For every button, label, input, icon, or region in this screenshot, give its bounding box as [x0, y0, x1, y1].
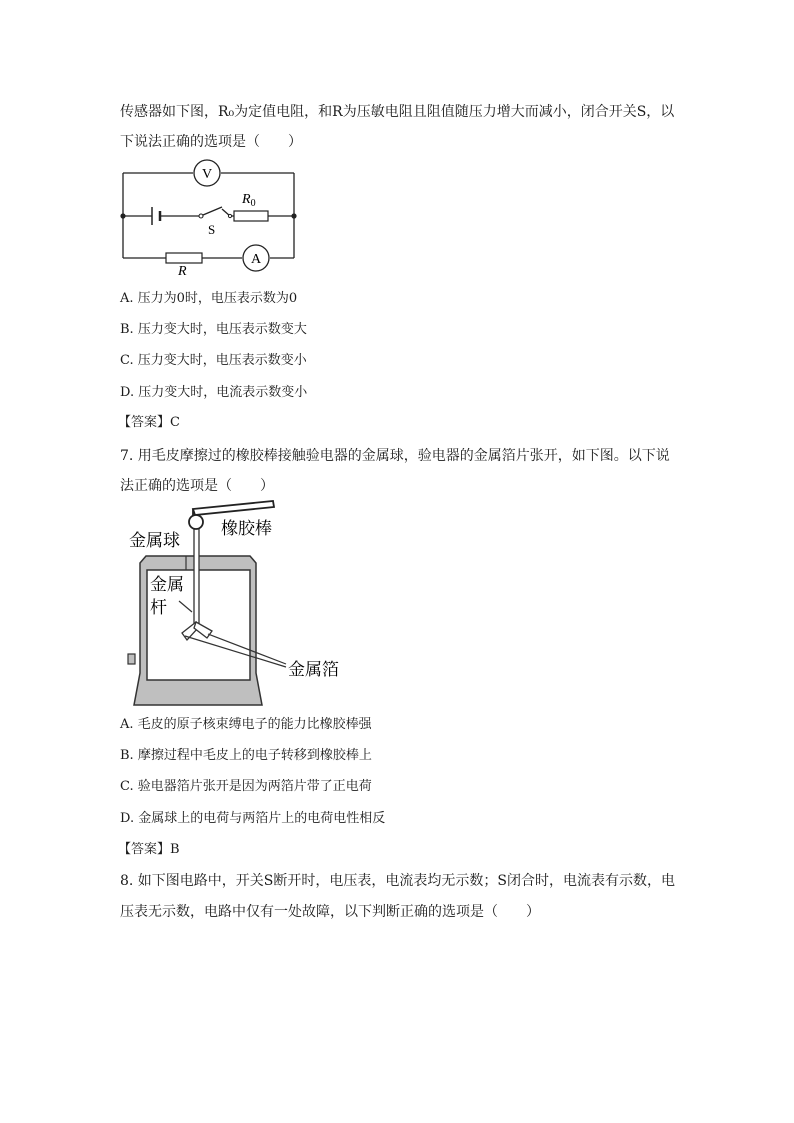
q7-electroscope-diagram — [118, 500, 368, 710]
label-metal-foil: 金属箔 — [288, 660, 339, 680]
q7-option-d: D. 金属球上的电荷与两箔片上的电荷电性相反 — [120, 811, 386, 826]
label-metal-rod-line1: 金属 — [150, 575, 184, 595]
q6-stem-line1: 传感器如下图，R₀为定值电阻，和R为压敏电阻且阻值随压力增大而减小，闭合开关S，以 — [120, 104, 675, 120]
resistor-r0-label: $R_0$ — [242, 192, 256, 209]
q8-stem-line2: 压表无示数，电路中仅有一处故障，以下判断正确的选项是（ ） — [120, 904, 540, 920]
q7-option-a: A. 毛皮的原子核束缚电子的能力比橡胶棒强 — [120, 717, 372, 732]
q6-answer: 【答案】C — [118, 415, 180, 430]
switch-pivot-icon — [228, 214, 231, 217]
battery-icon — [152, 207, 160, 225]
q6-option-b: B. 压力变大时，电压表示数变大 — [120, 322, 307, 337]
voltmeter-label: V — [201, 167, 213, 182]
q6-option-a: A. 压力为0时，电压表示数为0 — [120, 291, 298, 306]
switch-label: S — [208, 222, 216, 237]
q7-answer: 【答案】B — [118, 842, 180, 857]
metal-ball-icon — [189, 515, 203, 529]
q6-stem-line2: 下说法正确的选项是（ ） — [120, 134, 302, 150]
q8-stem-line1: 8. 如下图电路中，开关S断开时，电压表，电流表均无示数；S闭合时，电流表有示数，电 — [120, 873, 675, 889]
label-metal-ball: 金属球 — [129, 531, 180, 551]
switch-contact-icon — [199, 214, 203, 218]
label-rubber-rod: 橡胶棒 — [221, 519, 272, 539]
q7-stem-line2: 法正确的选项是（ ） — [120, 478, 274, 494]
label-metal-rod-line2: 杆 — [150, 598, 167, 618]
q6-option-d: D. 压力变大时，电流表示数变小 — [120, 385, 308, 400]
q7-option-c: C. 验电器箔片张开是因为两箔片带了正电荷 — [120, 779, 372, 794]
q7-stem-line1: 7. 用毛皮摩擦过的橡胶棒接触验电器的金属球，验电器的金属箔片张开，如下图。以下说 — [120, 448, 670, 464]
metal-rod-icon — [194, 526, 199, 626]
q6-circuit-diagram — [118, 158, 298, 279]
resistor-r-label: R — [178, 264, 187, 279]
q7-option-b: B. 摩擦过程中毛皮上的电子转移到橡胶棒上 — [120, 748, 372, 763]
resistor-r0-icon — [234, 211, 268, 221]
resistor-r-icon — [166, 253, 202, 263]
ammeter-label: A — [250, 252, 262, 267]
q6-option-c: C. 压力变大时，电压表示数变小 — [120, 353, 307, 368]
